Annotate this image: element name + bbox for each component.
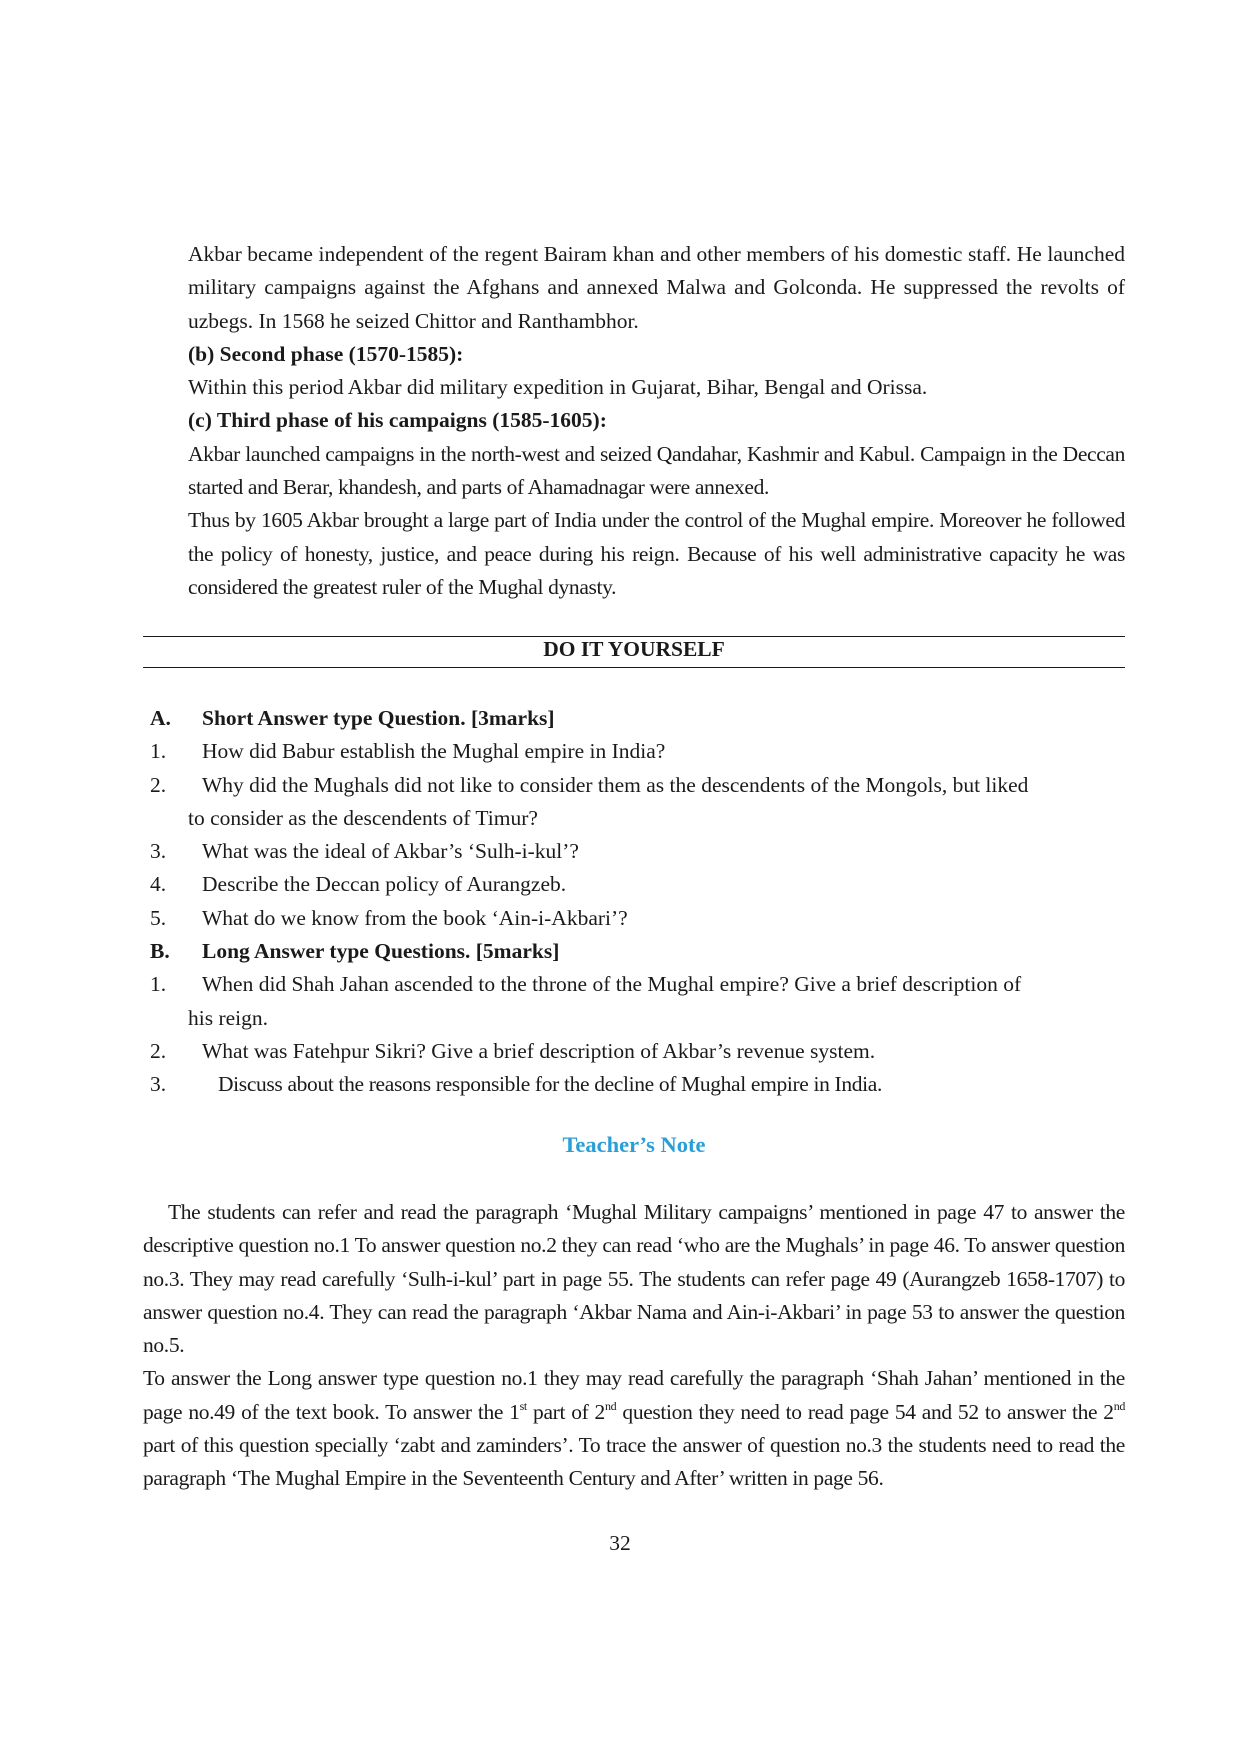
phase-b-text: Within this period Akbar did military expedition in Gujarat, Bihar, Bengal and Orissa. bbox=[188, 375, 928, 400]
question-text: What do we know from the book ‘Ain-i-Akbari’? bbox=[202, 905, 628, 930]
conclusion-paragraph: Thus by 1605 Akbar brought a large part of India under the control of the Mughal empire. Moreover he followed the policy of honesty, justice, and peace during his reign. Because of his well administrative capacity he was considered the greatest ruler of the Mughal dynasty. bbox=[188, 508, 1125, 599]
note-text: part of this question specially ‘zabt and zaminders’. To trace the answer of question no.3 the students need to read the paragraph ‘The Mughal Empire in the Seventeenth Century and After’ written in page 56. bbox=[143, 1433, 1125, 1491]
section-marker: B. bbox=[150, 939, 170, 964]
note-text: part of 2 bbox=[526, 1399, 605, 1424]
question-number: 1. bbox=[150, 739, 167, 764]
question-number: 3. bbox=[150, 1072, 167, 1097]
question-text: Discuss about the reasons responsible for the decline of Mughal empire in India. bbox=[218, 1072, 883, 1097]
section-a-heading bbox=[150, 702, 1125, 735]
teachers-note-paragraph-2 bbox=[143, 1362, 1125, 1495]
intro-paragraph: Akbar became independent of the regent Bairam khan and other members of his domestic staff. He launched military campaigns against the Afghans and annexed Malwa and Golconda. He suppressed the revolts of uzbegs. In 1568 he seized Chittor and Ranthambhor. bbox=[188, 242, 1125, 333]
superscript: nd bbox=[1113, 1398, 1126, 1413]
section-marker: A. bbox=[150, 706, 171, 730]
question-number: 2. bbox=[150, 1038, 167, 1063]
question-text: What was Fatehpur Sikri? Give a brief description of Akbar’s revenue system. bbox=[202, 1038, 876, 1063]
question-continuation: his reign. bbox=[188, 1005, 269, 1030]
phase-b-heading: (b) Second phase (1570-1585): bbox=[188, 341, 464, 366]
question-text: Why did the Mughals did not like to consider them as the descendents of the Mongols, but liked bbox=[202, 772, 1029, 797]
question-continuation: to consider as the descendents of Timur? bbox=[188, 805, 538, 830]
note-text: To answer the Long answer type question no.1 they may read carefully the paragraph ‘Shah Jahan’ mentioned in the page no.49 of the text book. To answer the 1 bbox=[143, 1366, 1125, 1424]
note-text: question they need to read page 54 and 52 to answer the 2 bbox=[616, 1399, 1114, 1424]
phase-c-text: Akbar launched campaigns in the north-west and seized Qandahar, Kashmir and Kabul. Campaign in the Deccan started and Berar, khandesh, and parts of Ahamadnagar were annexed. bbox=[188, 441, 1125, 500]
question-number: 2. bbox=[150, 772, 167, 797]
question-text: What was the ideal of Akbar’s ‘Sulh-i-kul’? bbox=[202, 839, 579, 864]
question-number: 1. bbox=[150, 972, 167, 997]
phase-c-heading: (c) Third phase of his campaigns (1585-1605): bbox=[188, 408, 607, 433]
question-text: Describe the Deccan policy of Aurangzeb. bbox=[202, 872, 567, 897]
list-item bbox=[150, 1068, 1125, 1101]
section-title: Long Answer type Questions. [5marks] bbox=[202, 939, 560, 964]
question-number: 4. bbox=[150, 872, 167, 897]
list-item bbox=[150, 769, 1125, 802]
superscript: st bbox=[519, 1398, 527, 1413]
list-item bbox=[150, 835, 1125, 868]
section-title: Short Answer type Question. [3marks] bbox=[202, 706, 555, 730]
question-number: 5. bbox=[150, 905, 167, 930]
list-item bbox=[150, 868, 1125, 901]
intro-section bbox=[188, 238, 1125, 604]
list-item bbox=[150, 902, 1125, 935]
teachers-note-title: Teacher’s Note bbox=[562, 1132, 706, 1157]
heading-bottom-rule bbox=[143, 667, 1125, 668]
question-text: When did Shah Jahan ascended to the throne of the Mughal empire? Give a brief description of bbox=[202, 972, 1022, 997]
do-it-yourself-title: DO IT YOURSELF bbox=[543, 637, 725, 661]
question-list bbox=[150, 702, 1125, 1102]
list-item bbox=[150, 735, 1125, 768]
question-number: 3. bbox=[150, 839, 167, 864]
teachers-note-body bbox=[143, 1196, 1125, 1496]
list-item bbox=[150, 968, 1125, 1001]
page-number: 32 bbox=[609, 1531, 631, 1555]
teachers-note-paragraph: The students can refer and read the paragraph ‘Mughal Military campaigns’ mentioned in page 47 to answer the descriptive question no.1 To answer question no.2 they can read ‘who are the Mughals’ in page 46. To answer question no.3. They may read carefully ‘Sulh-i-kul’ part in page 55. The students can refer page 49 (Aurangzeb 1658-1707) to answer question no.4. They can read the paragraph ‘Akbar Nama and Ain-i-Akbari’ in page 53 to answer the question no.5. bbox=[143, 1200, 1125, 1358]
list-item bbox=[150, 1035, 1125, 1068]
superscript: nd bbox=[604, 1398, 617, 1413]
question-text: How did Babur establish the Mughal empire in India? bbox=[202, 739, 666, 764]
section-b-heading bbox=[150, 935, 1125, 968]
